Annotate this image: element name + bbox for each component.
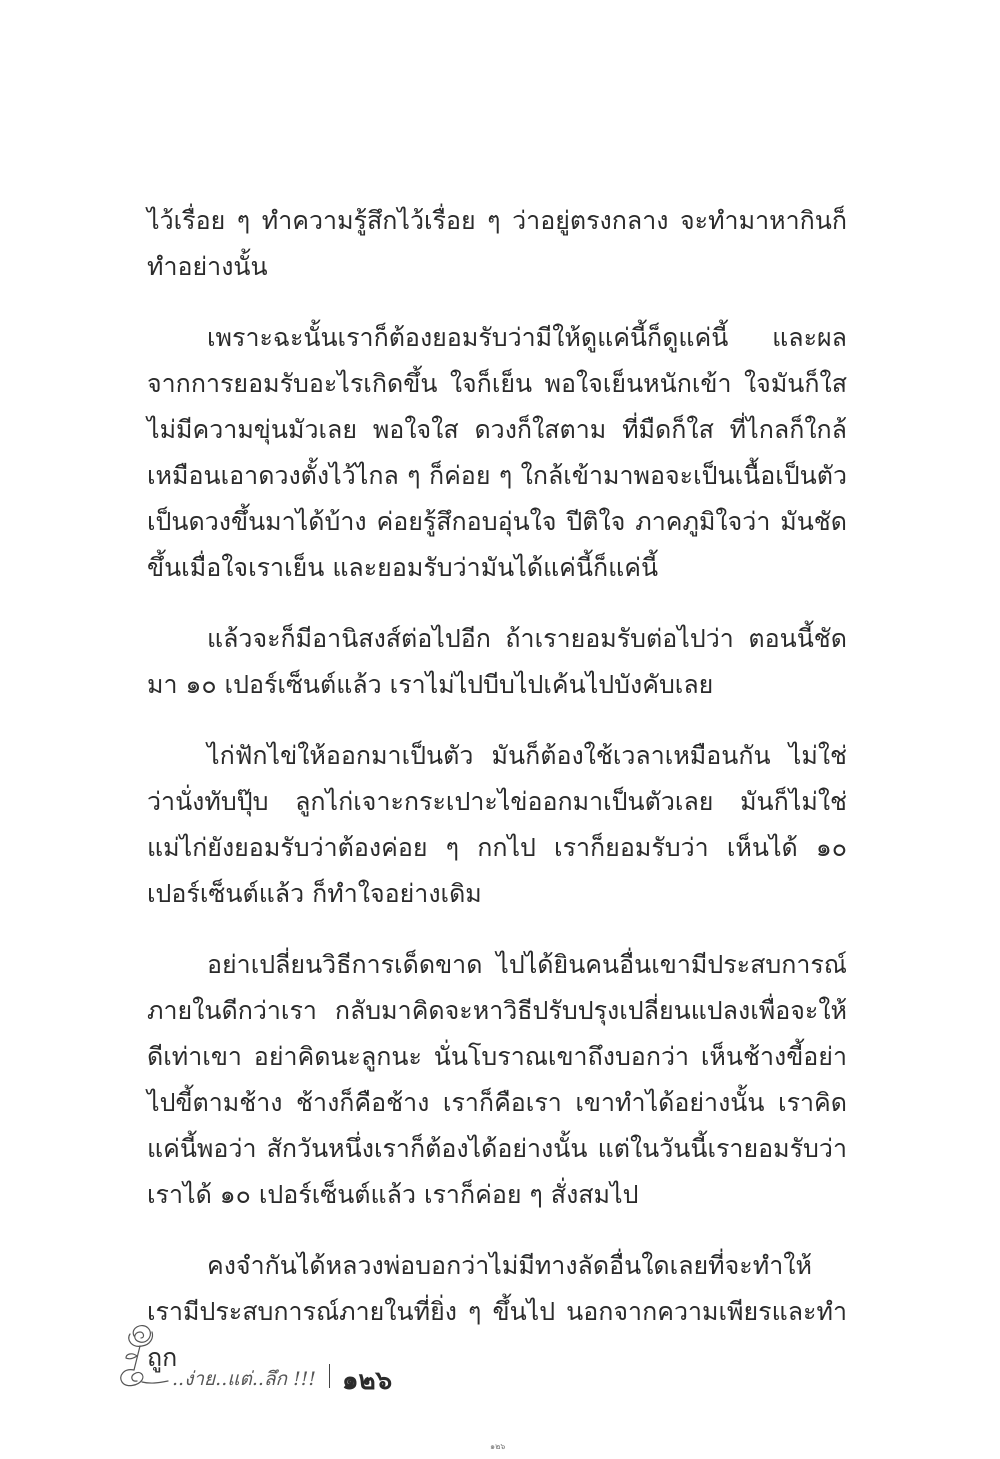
tiny-page-number: ๑๒๖ (490, 1442, 506, 1451)
paragraph-5: อย่าเปลี่ยนวิธีการเด็ดขาด ไปได้ยินคนอื่นเขามีประสบการณ์ภายในดีกว่าเรา กลับมาคิดจะหาวิธีปรับปรุงเปลี่ยนแปลงเพื่อจะให้ดีเท่าเขา อย่าคิดนะลูกนะ นั่นโบราณเขาถึงบอกว่า เห็นช้างขี้อย่าไปขี้ตามช้าง ช้างก็คือช้าง เราก็คือเรา เขาทำได้อย่างนั้น เราคิดแค่นี้พอว่า สักวันหนึ่งเราก็ต้องได้อย่างนั้น แต่ในวันนี้เรายอมรับว่าเราได้ ๑๐ เปอร์เซ็นต์แล้ว เราก็ค่อย ๆ สั่งสมไป (147, 950, 847, 1209)
rose-icon (112, 1318, 172, 1393)
paragraph-1: ไว้เรื่อย ๆ ทำความรู้สึกไว้เรื่อย ๆ ว่าอยู่ตรงกลาง จะทำมาหากินก็ทำอย่างนั้น (147, 206, 847, 281)
paragraph-2: เพราะฉะนั้นเราก็ต้องยอมรับว่ามีให้ดูแค่นี้ก็ดูแค่นี้ และผลจากการยอมรับอะไรเกิดขึ้น ใจก็เย็น พอใจเย็นหนักเข้า ใจมันก็ใส ไม่มีความขุ่นมัวเลย พอใจใส ดวงก็ใสตาม ที่มืดก็ใส ที่ไกลก็ใกล้ เหมือนเอาดวงตั้งไว้ไกล ๆ ก็ค่อย ๆ ใกล้เข้ามาพอจะเป็นเนื้อเป็นตัวเป็นดวงขึ้นมาได้บ้าง ค่อยรู้สึกอบอุ่นใจ ปีติใจ ภาคภูมิใจว่า มันชัดขึ้นเมื่อใจเราเย็น และยอมรับว่ามันได้แค่นี้ก็แค่นี้ (147, 323, 847, 582)
paragraph-3: แล้วจะก็มีอานิสงส์ต่อไปอีก ถ้าเรายอมรับต่อไปว่า ตอนนี้ชัดมา ๑๐ เปอร์เซ็นต์แล้ว เราไม่ไปบีบไปเค้นไปบังคับเลย (147, 624, 847, 699)
book-title: ..ง่าย..แต่..ลึก !!! (172, 1368, 316, 1390)
paragraph-6: คงจำกันได้หลวงพ่อบอกว่าไม่มีทางลัดอื่นใดเลยที่จะทำให้เรามีประสบการณ์ภายในที่ยิ่ง ๆ ขึ้นไป นอกจากความเพียรและทำถูก (147, 1251, 847, 1372)
paragraph-4: ไก่ฟักไข่ให้ออกมาเป็นตัว มันก็ต้องใช้เวลาเหมือนกัน ไม่ใช่ว่านั่งทับปุ๊บ ลูกไก่เจาะกระเปาะไข่ออกมาเป็นตัวเลย มันก็ไม่ใช่ แม่ไก่ยังยอมรับว่าต้องค่อย ๆ กกไป เราก็ยอมรับว่า เห็นได้ ๑๐ เปอร์เซ็นต์แล้ว ก็ทำใจอย่างเดิม (147, 741, 847, 908)
body-text (147, 198, 847, 1406)
page-number: ๑๒๖ (342, 1366, 393, 1396)
page-footer (112, 1318, 442, 1396)
footer-divider (329, 1364, 330, 1388)
